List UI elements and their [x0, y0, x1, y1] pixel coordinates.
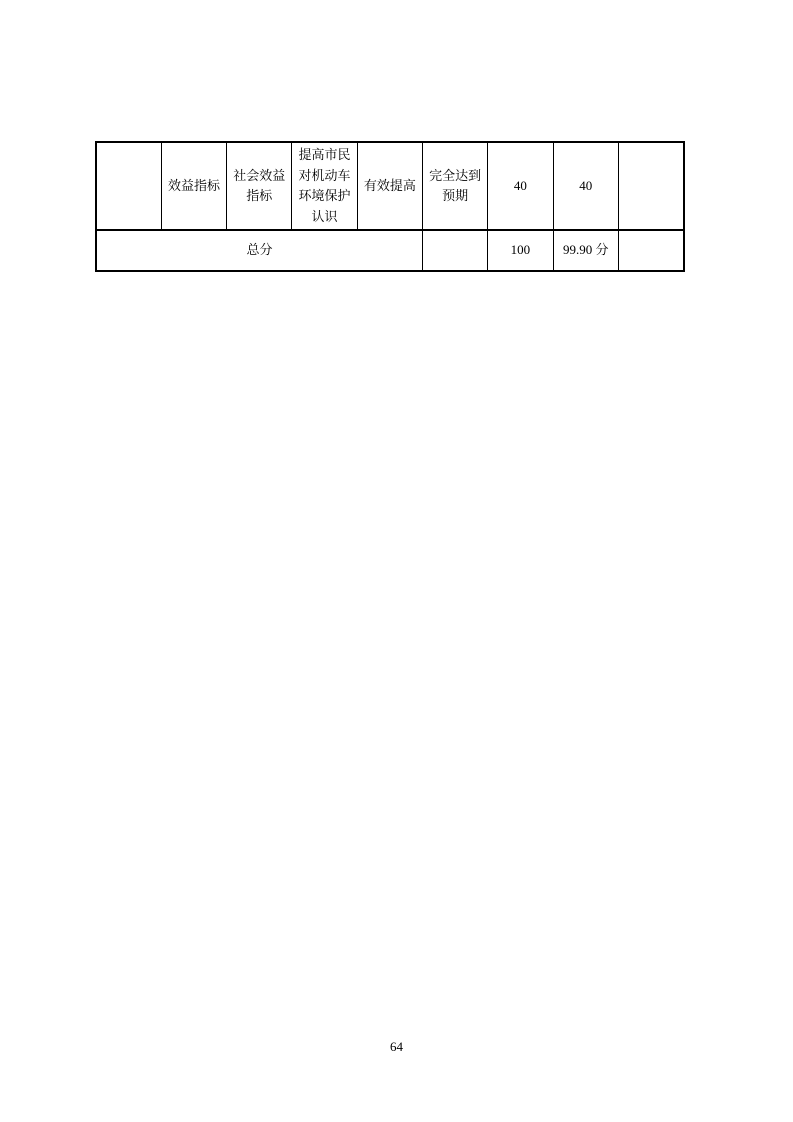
- cell-completion-status: 完全达到预期: [422, 142, 487, 230]
- performance-score-table: [95, 141, 685, 272]
- table-row-total: [96, 230, 684, 271]
- table-row-benefit-indicator: [96, 142, 684, 230]
- cell-indicator-score: 40: [553, 142, 618, 230]
- cell-benefit-indicator: 效益指标: [161, 142, 226, 230]
- cell-social-benefit-indicator: 社会效益指标: [227, 142, 292, 230]
- cell-empty-left: [96, 142, 161, 230]
- cell-indicator-weight: 40: [488, 142, 553, 230]
- cell-total-empty-right: [618, 230, 683, 271]
- cell-total-full-score: 100: [488, 230, 553, 271]
- cell-indicator-description: 提高市民对机动车环境保护认识: [292, 142, 357, 230]
- cell-empty-right: [618, 142, 683, 230]
- cell-total-empty: [422, 230, 487, 271]
- cell-total-label: 总分: [96, 230, 422, 271]
- page-number: 64: [390, 1039, 403, 1054]
- cell-target-value: 有效提高: [357, 142, 422, 230]
- cell-total-score: 99.90 分: [553, 230, 618, 271]
